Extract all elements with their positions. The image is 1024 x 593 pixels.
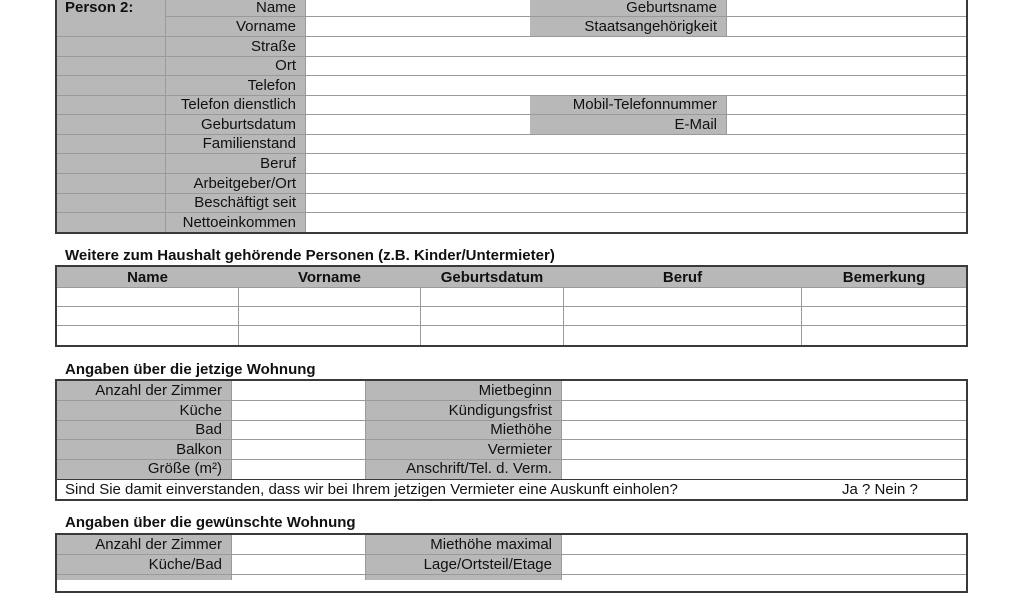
- consent-question: Sind Sie damit einverstanden, dass wir bei Ihrem jetzigen Vermieter eine Auskunft einholen?: [65, 481, 678, 498]
- consent-answer[interactable]: Ja ? Nein ?: [842, 481, 918, 498]
- label-email: E-Mail: [674, 116, 717, 133]
- label-mietbeginn: Mietbeginn: [478, 382, 552, 399]
- label-geburtsname: Geburtsname: [626, 0, 717, 16]
- label-desired-kueche-bad: Küche/Bad: [148, 556, 222, 573]
- label-geburtsdatum: Geburtsdatum: [200, 116, 296, 133]
- label-telefon-dienstlich: Telefon dienstlich: [180, 96, 296, 113]
- label-lage: Lage/Ortsteil/Etage: [423, 556, 552, 573]
- col-vorname: Vorname: [297, 269, 362, 286]
- label-name: Name: [255, 0, 296, 16]
- label-ort: Ort: [275, 57, 296, 74]
- label-anzahl-zimmer: Anzahl der Zimmer: [95, 382, 222, 399]
- label-strasse: Straße: [250, 38, 296, 55]
- current-title: Angaben über die jetzige Wohnung: [65, 361, 316, 378]
- person2-heading: Person 2:: [65, 0, 134, 16]
- label-groesse: Größe (m²): [147, 460, 222, 477]
- label-staatsangehoerigkeit: Staatsangehörigkeit: [584, 18, 717, 35]
- household-title: Weitere zum Haushalt gehörende Personen (z.B. Kinder/Untermieter): [65, 247, 555, 264]
- current-frame: [55, 379, 968, 501]
- desired-frame: [55, 533, 968, 593]
- label-mobil: Mobil-Telefonnummer: [572, 96, 717, 113]
- label-miethoehe: Miethöhe: [490, 421, 552, 438]
- desired-title: Angaben über die gewünschte Wohnung: [65, 514, 356, 531]
- label-nettoeinkommen: Nettoeinkommen: [182, 214, 296, 231]
- label-kuendigungsfrist: Kündigungsfrist: [448, 402, 552, 419]
- label-familienstand: Familienstand: [202, 135, 296, 152]
- col-beruf: Beruf: [662, 269, 703, 286]
- col-geburtsdatum: Geburtsdatum: [440, 269, 544, 286]
- label-beschaeftigt: Beschäftigt seit: [194, 194, 296, 211]
- label-balkon: Balkon: [176, 441, 222, 458]
- label-vermieter: Vermieter: [487, 441, 552, 458]
- person2-frame: [55, 0, 968, 234]
- label-desired-zimmer: Anzahl der Zimmer: [95, 536, 222, 553]
- label-beruf: Beruf: [260, 155, 296, 172]
- label-kueche: Küche: [179, 402, 222, 419]
- household-frame: [55, 265, 968, 347]
- label-bad: Bad: [195, 421, 222, 438]
- label-telefon: Telefon: [247, 77, 296, 94]
- col-bemerkung: Bemerkung: [842, 269, 926, 286]
- label-vorname: Vorname: [235, 18, 296, 35]
- label-miethoehe-maximal: Miethöhe maximal: [430, 536, 552, 553]
- label-anschrift-vermieter: Anschrift/Tel. d. Verm.: [406, 460, 552, 477]
- label-arbeitgeber: Arbeitgeber/Ort: [193, 175, 296, 192]
- col-name: Name: [127, 269, 168, 286]
